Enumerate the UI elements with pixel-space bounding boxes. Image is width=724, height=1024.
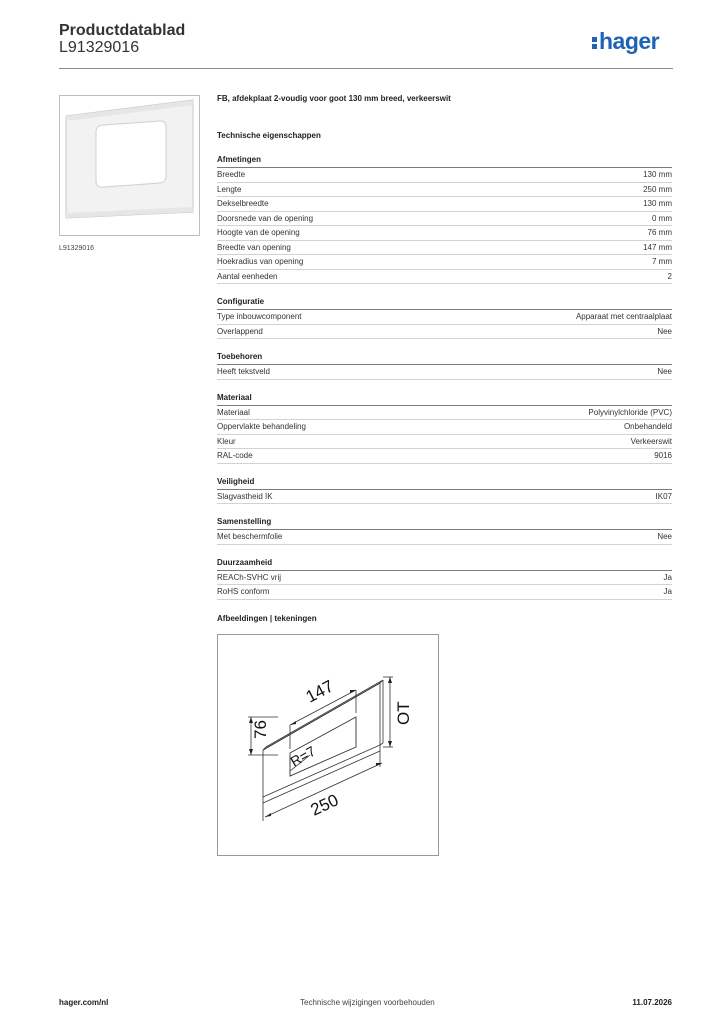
spec-label: Slagvastheid IK — [217, 491, 273, 501]
hager-logo — [592, 28, 659, 55]
spec-group-title: Veiligheid — [217, 476, 672, 490]
header-divider — [59, 68, 673, 69]
dim-width-label: 147 — [302, 676, 337, 707]
spec-row — [217, 365, 672, 380]
spec-label: Met beschermfolie — [217, 532, 283, 541]
spec-value: 76 mm — [647, 228, 672, 237]
spec-group — [217, 516, 672, 545]
spec-value: 250 mm — [643, 184, 672, 194]
logo-dots-icon — [592, 35, 598, 49]
footer-notice: Technische wijzigingen voorbehouden — [300, 998, 435, 1007]
spec-group-title: Toebehoren — [217, 351, 672, 365]
spec-row — [217, 449, 672, 464]
spec-row — [217, 490, 672, 505]
spec-row — [217, 197, 672, 212]
spec-group-title: Materiaal — [217, 392, 672, 406]
spec-row — [217, 571, 672, 586]
dim-ot-label: OT — [394, 701, 413, 725]
spec-group — [217, 154, 672, 284]
spec-value: Nee — [657, 532, 672, 541]
spec-label: Overlappend — [217, 326, 263, 336]
spec-group-title: Duurzaamheid — [217, 557, 672, 571]
spec-row — [217, 168, 672, 183]
spec-value: 0 mm — [652, 213, 672, 223]
spec-value: 7 mm — [652, 257, 672, 266]
spec-label: Lengte — [217, 184, 242, 194]
spec-value: Verkeerswit — [630, 436, 672, 446]
spec-value: Nee — [657, 367, 672, 376]
spec-value: IK07 — [655, 491, 672, 501]
spec-label: Type inbouwcomponent — [217, 312, 302, 321]
spec-group-title: Samenstelling — [217, 516, 672, 530]
spec-label: Hoekradius van opening — [217, 257, 304, 266]
spec-value: 130 mm — [643, 199, 672, 208]
image-caption: L91329016 — [59, 245, 95, 252]
spec-label: Breedte van opening — [217, 242, 291, 252]
spec-row — [217, 435, 672, 450]
spec-row — [217, 270, 672, 285]
spec-value: 9016 — [654, 451, 672, 460]
spec-label: Oppervlakte behandeling — [217, 422, 306, 431]
spec-value: Polyvinylchloride (PVC) — [588, 407, 672, 417]
spec-row — [217, 255, 672, 270]
page-title: Productdatablad — [59, 22, 186, 39]
spec-label: RoHS conform — [217, 587, 270, 596]
spec-row — [217, 530, 672, 545]
footer-website[interactable]: hager.com/nl — [59, 998, 109, 1007]
spec-content — [217, 94, 672, 612]
spec-group — [217, 392, 672, 464]
spec-group-title: Afmetingen — [217, 154, 672, 168]
drawings-heading: Afbeeldingen | tekeningen — [217, 614, 317, 623]
spec-row — [217, 183, 672, 198]
spec-label: Dekselbreedte — [217, 199, 269, 208]
spec-group — [217, 557, 672, 600]
spec-row — [217, 310, 672, 325]
logo-text: hager — [599, 28, 660, 54]
spec-label: Breedte — [217, 170, 246, 179]
spec-value: Apparaat met centraalplaat — [575, 312, 672, 321]
dim-radius-label: R=7 — [287, 742, 319, 770]
spec-value: Nee — [657, 326, 672, 336]
spec-row — [217, 406, 672, 421]
technical-drawing — [217, 634, 439, 856]
spec-label: REACh-SVHC vrij — [217, 572, 282, 582]
spec-label: RAL-code — [217, 451, 253, 460]
spec-label: Materiaal — [217, 407, 250, 417]
cover-plate-image — [60, 96, 199, 235]
spec-groups — [217, 154, 672, 600]
spec-label: Heeft tekstveld — [217, 367, 270, 376]
spec-label: Aantal eenheden — [217, 271, 278, 281]
dim-length-label: 250 — [307, 790, 342, 820]
spec-row — [217, 420, 672, 435]
dim-height-label: 76 — [251, 720, 270, 739]
spec-value: 130 mm — [643, 170, 672, 179]
product-description: FB, afdekplaat 2-voudig voor goot 130 mm breed, verkeerswit — [217, 94, 451, 103]
tech-properties-heading: Technische eigenschappen — [217, 131, 321, 140]
spec-group — [217, 476, 672, 505]
spec-value: 2 — [667, 271, 672, 281]
spec-label: Doorsnede van de opening — [217, 213, 314, 223]
spec-row — [217, 226, 672, 241]
spec-value: Ja — [663, 587, 672, 596]
spec-group — [217, 351, 672, 380]
spec-label: Kleur — [217, 436, 236, 446]
product-image — [59, 95, 200, 236]
dimension-drawing — [218, 635, 438, 855]
spec-label: Hoogte van de opening — [217, 228, 300, 237]
spec-row — [217, 241, 672, 256]
footer-date: 11.07.2026 — [632, 998, 672, 1007]
spec-row — [217, 325, 672, 340]
spec-value: Onbehandeld — [623, 422, 672, 431]
spec-value: Ja — [663, 572, 672, 582]
spec-group — [217, 296, 672, 339]
spec-row — [217, 212, 672, 227]
spec-row — [217, 585, 672, 600]
spec-group-title: Configuratie — [217, 296, 672, 310]
spec-value: 147 mm — [643, 242, 672, 252]
product-code: L91329016 — [59, 39, 140, 56]
